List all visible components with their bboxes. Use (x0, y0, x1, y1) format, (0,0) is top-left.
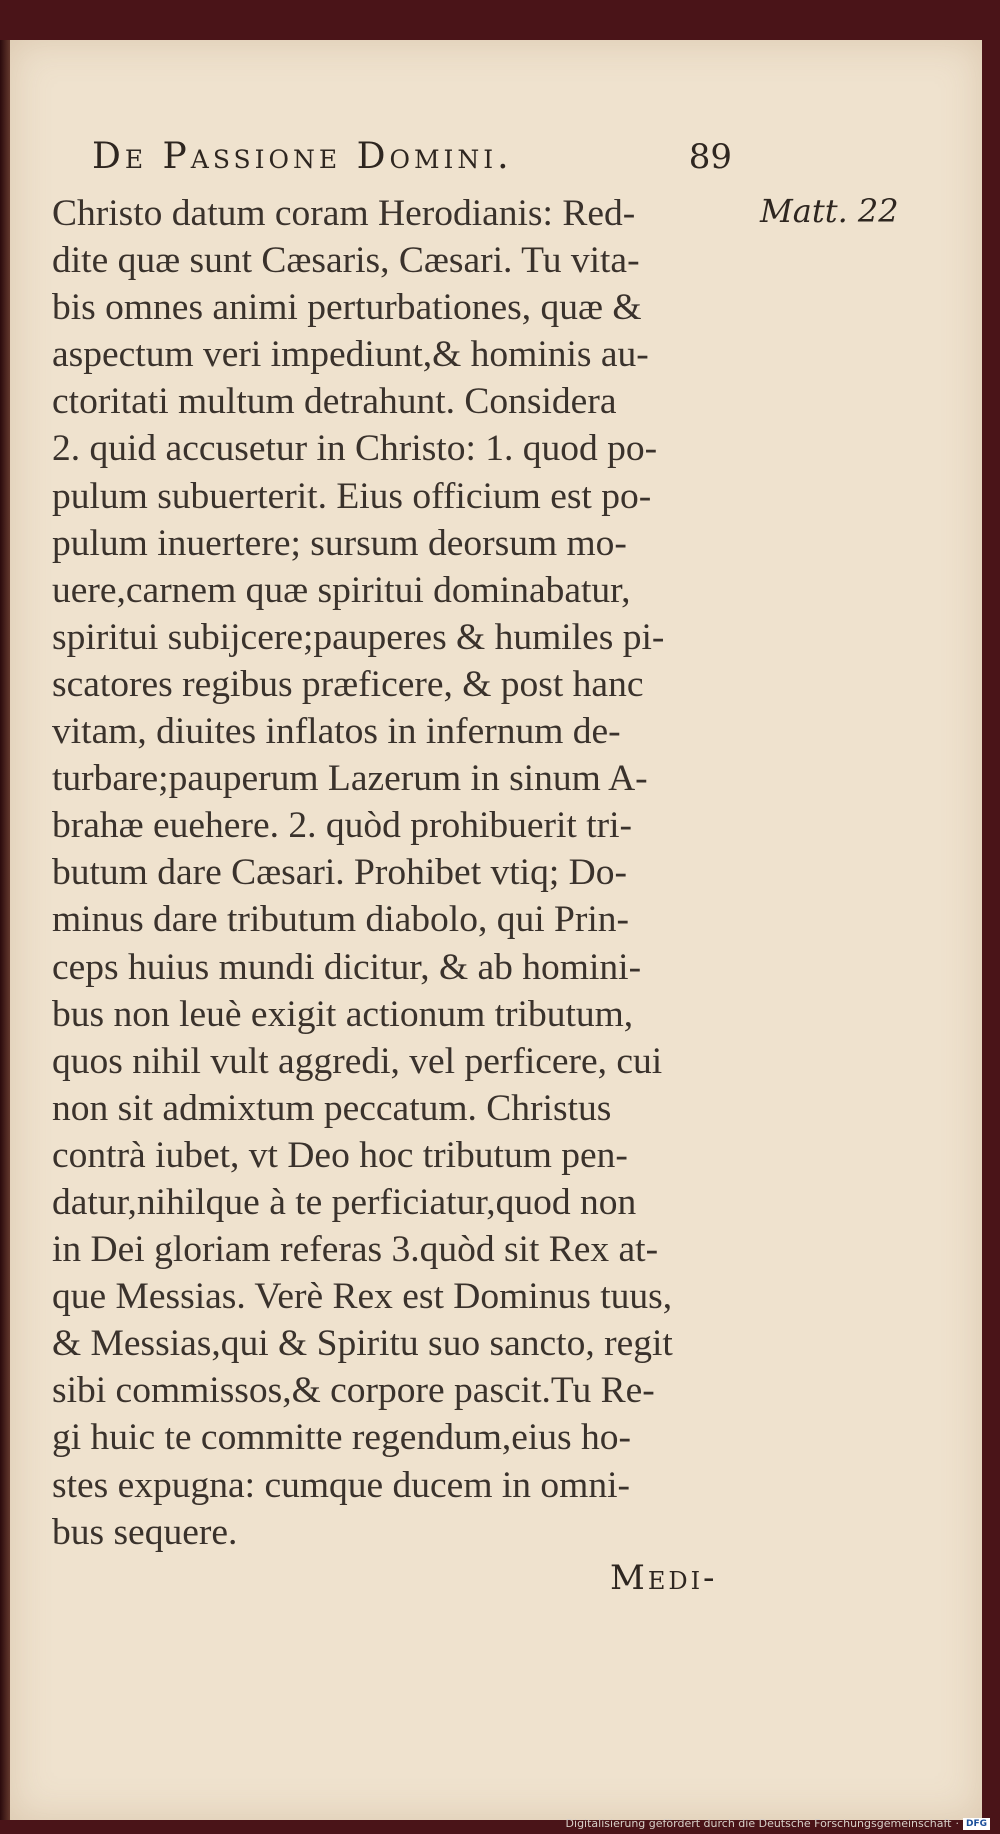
page-header (92, 136, 732, 177)
text-line: bis omnes animi perturbationes, quæ & (52, 287, 642, 329)
text-line: brahæ euehere. 2. quòd prohibuerit tri- (52, 805, 633, 847)
text-line: uere,carnem quæ spiritui dominabatur, (52, 569, 631, 611)
dfg-logo: DFG (963, 1818, 990, 1830)
text-line: 2. quid accusetur in Christo: 1. quod po- (52, 428, 658, 470)
text-line: Christo datum coram Herodianis: Red- (52, 193, 636, 234)
text-line: minus dare tributum diabolo, qui Prin- (52, 899, 630, 941)
text-line: non sit admixtum peccatum. Christus (52, 1087, 612, 1129)
text-line: pulum inuertere; sursum deorsum mo- (52, 522, 627, 564)
text-line: ceps huius mundi dicitur, & ab homini- (52, 946, 642, 988)
text-line: gi huic te committe regendum,eius ho- (52, 1417, 632, 1459)
text-line: aspectum veri impediunt,& hominis au- (52, 334, 649, 376)
text-line: in Dei gloriam referas 3.quòd sit Rex at- (52, 1229, 659, 1271)
text-line: ctoritati multum detrahunt. Considera (52, 381, 617, 423)
text-line: turbare;pauperum Lazerum in sinum A- (52, 758, 648, 800)
text-line: butum dare Cæsari. Prohibet vtiq; Do- (52, 852, 627, 894)
digitization-footer: Digitalisierung gefördert durch die Deutsche Forschungsgemeinschaft · DFG (566, 1817, 990, 1830)
text-line: bus non leuè exigit actionum tributum, (52, 993, 634, 1035)
text-line: vitam, diuites inflatos in infernum de- (52, 711, 621, 753)
body-text (52, 190, 742, 1556)
text-line: bus sequere. (52, 1511, 238, 1553)
text-line: stes expugna: cumque ducem in omni- (52, 1464, 630, 1506)
text-line: & Messias,qui & Spiritu suo sancto, regit (52, 1323, 673, 1365)
page-number: 89 (688, 137, 732, 177)
text-line: que Messias. Verè Rex est Dominus tuus, (52, 1276, 673, 1318)
catchword: Medi- (610, 1558, 718, 1598)
text-line: pulum subuerterit. Eius officium est po- (52, 475, 652, 517)
text-line: quos nihil vult aggredi, vel perficere, cui (52, 1040, 663, 1082)
text-line: datur,nihilque à te perficiatur,quod non (52, 1181, 637, 1223)
text-line: dite quæ sunt Cæsaris, Cæsari. Tu vita- (52, 240, 640, 282)
text-line: contrà iubet, vt Deo hoc tributum pen- (52, 1134, 628, 1176)
text-line: sibi commissos,& corpore pascit.Tu Re- (52, 1370, 655, 1412)
text-line: spiritui subijcere;pauperes & humiles pi- (52, 616, 665, 658)
text-line: scatores regibus præficere, & post hanc (52, 663, 644, 705)
running-title: De Passione Domini. (92, 136, 513, 177)
footer-text: Digitalisierung gefördert durch die Deutsche Forschungsgemeinschaft (565, 1817, 952, 1830)
margin-note: Matt. 22 (760, 192, 899, 230)
